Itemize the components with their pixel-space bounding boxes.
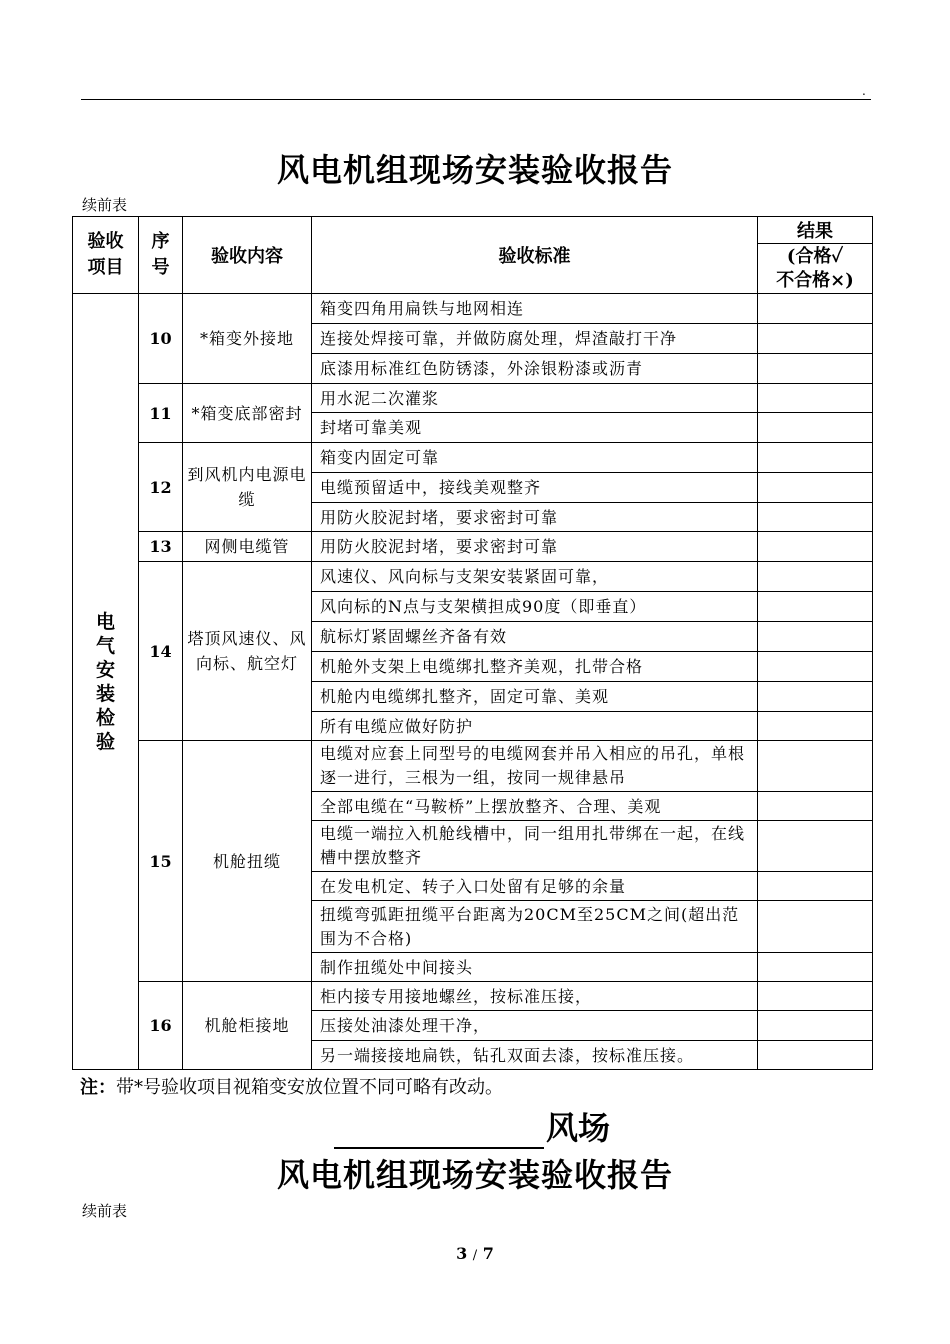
standard-cell: 全部电缆在“马鞍桥”上摆放整齐、合理、美观: [312, 792, 758, 821]
result-cell[interactable]: [758, 901, 873, 953]
result-cell[interactable]: [758, 982, 873, 1011]
page-number: [0, 1244, 950, 1263]
standard-cell: 另一端接接地扁铁，钻孔双面去漆，按标准压接。: [312, 1041, 758, 1070]
standard-cell: 所有电缆应做好防护: [312, 712, 758, 741]
standard-cell: 电缆一端拉入机舱线槽中，同一组用扎带绑在一起，在线槽中摆放整齐: [312, 821, 758, 872]
standard-cell: 封堵可靠美观: [312, 413, 758, 443]
standard-cell: 压接处油漆处理干净，: [312, 1011, 758, 1041]
header-seq-line: 号: [151, 257, 170, 278]
header-rule: [81, 99, 871, 100]
standard-cell: 航标灯紧固螺丝齐备有效: [312, 622, 758, 652]
site-suffix: 风场: [546, 1109, 611, 1147]
standard-cell: 电缆对应套上同型号的电缆网套并吊入相应的吊孔，单根逐一进行，三根为一组，按同一规律悬吊: [312, 741, 758, 792]
standard-cell: 连接处焊接可靠，并做防腐处理，焊渣敲打干净: [312, 324, 758, 354]
result-cell[interactable]: [758, 953, 873, 982]
header-result-legend: [758, 244, 873, 294]
header-result: 结果: [758, 217, 873, 244]
result-cell[interactable]: [758, 1041, 873, 1070]
result-cell[interactable]: [758, 532, 873, 562]
standard-cell: 机舱外支架上电缆绑扎整齐美观，扎带合格: [312, 652, 758, 682]
standard-cell: 机舱内电缆绑扎整齐，固定可靠、美观: [312, 682, 758, 712]
result-cell[interactable]: [758, 592, 873, 622]
result-cell[interactable]: [758, 384, 873, 413]
header-dot: .: [862, 84, 866, 98]
site-name-blank[interactable]: [334, 1109, 544, 1149]
result-cell[interactable]: [758, 712, 873, 741]
item-number: 10: [139, 294, 183, 384]
standard-cell: 底漆用标准红色防锈漆，外涂银粉漆或沥青: [312, 354, 758, 384]
standard-cell: 制作扭缆处中间接头: [312, 953, 758, 982]
standard-cell: 箱变内固定可靠: [312, 443, 758, 473]
result-cell[interactable]: [758, 503, 873, 532]
standard-cell: 柜内接专用接地螺丝，按标准压接，: [312, 982, 758, 1011]
page-title-2: 风电机组现场安装验收报告: [276, 1156, 673, 1194]
standard-cell: 用防火胶泥封堵，要求密封可靠: [312, 532, 758, 562]
category-char: 装: [95, 682, 115, 705]
result-cell[interactable]: [758, 682, 873, 712]
standard-cell: 用防火胶泥封堵，要求密封可靠: [312, 503, 758, 532]
result-legend-line: 不合格×): [776, 269, 854, 291]
item-number: 12: [139, 443, 183, 532]
page-title: 风电机组现场安装验收报告: [276, 151, 673, 189]
item-content: *箱变外接地: [183, 294, 312, 384]
result-cell[interactable]: [758, 792, 873, 821]
header-item-line: 项目: [87, 257, 124, 278]
footnote-text: 带*号验收项目视箱变安放位置不同可略有改动。: [116, 1077, 503, 1098]
category-char: 电: [95, 610, 115, 633]
standard-cell: 风速仪、风向标与支架安装紧固可靠，: [312, 562, 758, 592]
header-standard: 验收标准: [312, 217, 758, 294]
header-seq-line: 序: [151, 231, 170, 252]
item-content: 机舱扭缆: [183, 741, 312, 982]
item-content: *箱变底部密封: [183, 384, 312, 443]
result-cell[interactable]: [758, 324, 873, 354]
header-item: [73, 217, 139, 294]
site-name-line: [334, 1103, 610, 1149]
item-content: 塔顶风速仪、风向标、航空灯: [183, 562, 312, 741]
standard-cell: 用水泥二次灌浆: [312, 384, 758, 413]
page-total: 7: [482, 1244, 494, 1263]
category-char: 气: [95, 634, 115, 657]
header-item-line: 验收: [87, 231, 124, 252]
category-char: 安: [95, 658, 115, 681]
header-seq: [139, 217, 183, 294]
item-number: 11: [139, 384, 183, 443]
continued-label: 续前表: [82, 196, 128, 214]
standard-cell: 风向标的N点与支架横担成90度（即垂直）: [312, 592, 758, 622]
item-content: 到风机内电源电缆: [183, 443, 312, 532]
item-content: 机舱柜接地: [183, 982, 312, 1070]
page-separator: /: [472, 1248, 478, 1263]
result-legend-line: (合格✓: [786, 245, 844, 267]
standard-cell: 在发电机定、转子入口处留有足够的余量: [312, 872, 758, 901]
standard-cell: 箱变四角用扁铁与地网相连: [312, 294, 758, 324]
result-cell[interactable]: [758, 443, 873, 473]
result-cell[interactable]: [758, 413, 873, 443]
item-number: 14: [139, 562, 183, 741]
item-number: 16: [139, 982, 183, 1070]
category-cell: [73, 294, 139, 1070]
page-current: 3: [456, 1244, 468, 1263]
result-cell[interactable]: [758, 821, 873, 872]
continued-label-2: 续前表: [82, 1202, 128, 1220]
item-number: 15: [139, 741, 183, 982]
footnote-label: 注：: [80, 1077, 116, 1098]
result-cell[interactable]: [758, 1011, 873, 1041]
standard-cell: 扭缆弯弧距扭缆平台距离为20CM至25CM之间(超出范围为不合格): [312, 901, 758, 953]
result-cell[interactable]: [758, 741, 873, 792]
item-number: 13: [139, 532, 183, 562]
category-char: 验: [95, 730, 115, 753]
acceptance-table: [72, 216, 873, 1070]
result-cell[interactable]: [758, 652, 873, 682]
result-cell[interactable]: [758, 354, 873, 384]
item-content: 网侧电缆管: [183, 532, 312, 562]
result-cell[interactable]: [758, 622, 873, 652]
result-cell[interactable]: [758, 473, 873, 503]
footnote: [80, 1073, 503, 1099]
category-char: 检: [95, 706, 115, 729]
result-cell[interactable]: [758, 562, 873, 592]
result-cell[interactable]: [758, 294, 873, 324]
header-content: 验收内容: [183, 217, 312, 294]
standard-cell: 电缆预留适中，接线美观整齐: [312, 473, 758, 503]
result-cell[interactable]: [758, 872, 873, 901]
